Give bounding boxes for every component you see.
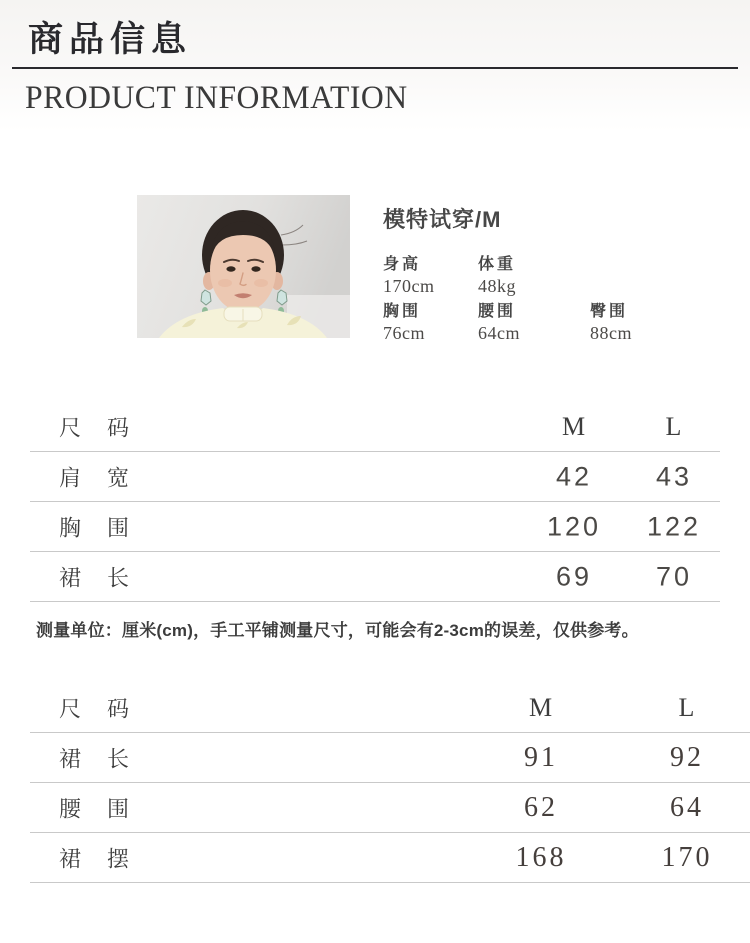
- row-value-l: 170: [661, 842, 713, 873]
- stat-height-label: 身高: [383, 256, 422, 273]
- size-table-bottom: [0, 683, 750, 885]
- model-photo: [137, 195, 350, 338]
- row-label: 裙摆: [59, 846, 156, 872]
- stat-waist-label: 腰围: [478, 303, 517, 320]
- size-header-m: M: [528, 693, 554, 722]
- table-row-waist: [0, 783, 750, 833]
- measurement-note: 测量单位：厘米(cm)，手工平铺测量尺寸，可能会有2-3cm的误差，仅供参考。: [36, 621, 639, 640]
- stat-height: [383, 256, 435, 296]
- header-divider: [12, 67, 738, 69]
- table-row-shoulder-width: [0, 452, 750, 502]
- page-title-chinese: 商品信息: [28, 20, 193, 59]
- row-value-m: 120: [546, 511, 602, 542]
- stat-waist-value: 64cm: [478, 323, 520, 343]
- row-value-m: 168: [515, 842, 567, 873]
- row-label: 腰围: [59, 796, 156, 822]
- size-table-top: [0, 402, 750, 604]
- row-label: 裙长: [59, 746, 156, 772]
- stat-bust: [383, 303, 425, 343]
- size-table-top-header-row: [0, 402, 750, 452]
- table-row-skirt-length: [0, 552, 750, 602]
- table-row-skirt-length: [0, 733, 750, 783]
- row-value-l: 64: [670, 792, 704, 823]
- size-header-l: L: [665, 412, 683, 441]
- row-label: 裙长: [59, 565, 156, 591]
- row-value-l: 70: [655, 561, 693, 592]
- stat-waist: [478, 303, 520, 343]
- size-table-bottom-header-row: [0, 683, 750, 733]
- stat-hip-value: 88cm: [590, 323, 632, 343]
- page-title-english: PRODUCT INFORMATION: [25, 80, 408, 116]
- stat-bust-value: 76cm: [383, 323, 425, 343]
- table-row-hem: [0, 833, 750, 883]
- row-label: 胸围: [59, 515, 156, 541]
- size-header-l: L: [678, 693, 696, 722]
- stat-height-value: 170cm: [383, 276, 435, 296]
- row-value-m: 91: [524, 742, 558, 773]
- row-value-m: 62: [524, 792, 558, 823]
- row-value-m: 69: [555, 561, 593, 592]
- stat-weight-value: 48kg: [478, 276, 516, 296]
- row-value-m: 42: [555, 461, 593, 492]
- stat-hip-label: 臀围: [590, 303, 629, 320]
- model-fitting-heading: 模特试穿/M: [383, 207, 502, 232]
- row-value-l: 122: [646, 511, 702, 542]
- stat-weight: [478, 256, 516, 296]
- size-header-label: 尺码: [59, 415, 156, 441]
- row-label: 肩宽: [59, 465, 156, 491]
- stat-weight-label: 体重: [478, 256, 517, 273]
- row-value-l: 43: [655, 461, 693, 492]
- table-row-bust: [0, 502, 750, 552]
- size-header-m: M: [561, 412, 587, 441]
- row-value-l: 92: [670, 742, 704, 773]
- size-header-label: 尺码: [59, 696, 156, 722]
- stat-bust-label: 胸围: [383, 303, 422, 320]
- stat-hip: [590, 303, 632, 343]
- model-photo-illustration: [137, 195, 350, 338]
